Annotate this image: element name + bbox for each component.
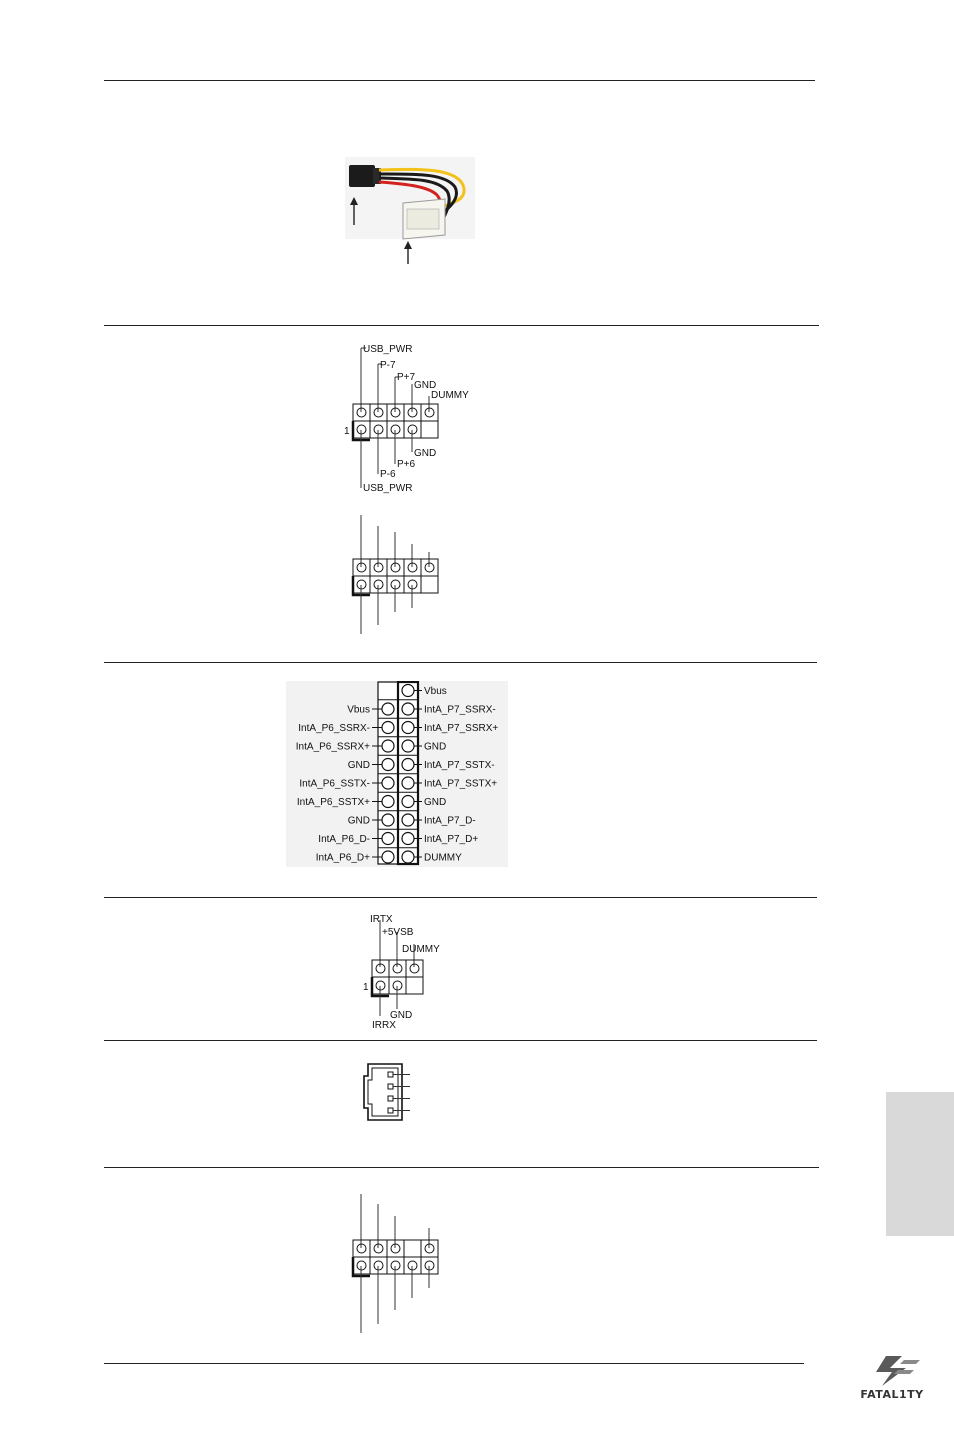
usb3-left-pin [382,833,394,845]
usb3-right-pin [402,777,414,789]
usb3-left-pin [382,796,394,808]
sata-power-cable-photo [345,157,475,265]
usb3-right-pin [402,851,414,863]
ir-bottom-label-0: GND [390,1010,413,1021]
usb3-left-pin [382,740,394,752]
ir-top-label-1: +5VSB [382,927,414,938]
section-divider-5 [104,1167,819,1168]
usb3-left-label-5: IntA_P6_SSTX+ [296,797,370,808]
usb3-right-pin [402,685,414,697]
fatal1ty-logo [852,1354,932,1412]
usb3-right-label-4: IntA_P7_SSTX- [424,760,495,771]
usb2-top-label-2: P+7 [397,372,416,383]
usb3-left-label-4: IntA_P6_SSTX- [299,778,370,790]
usb2-top-label-0: USB_PWR [363,344,413,355]
usb3-right-label-0: Vbus [424,686,447,697]
com-header-diagram [340,1190,450,1335]
side-language-tab [886,1092,954,1236]
usb3-header-diagram [286,681,508,867]
ir-bottom-label-1: IRRX [372,1020,396,1031]
fatal1ty-wordmark: FATAL1TY [860,1388,924,1401]
usb3-left-label-0: Vbus [347,704,370,716]
usb3-left-pin [382,759,394,771]
ir-pin1-label: 1 [363,982,369,993]
section-divider-2 [104,662,817,663]
usb3-right-label-5: IntA_P7_SSTX+ [424,778,498,790]
usb3-left-pin [382,703,394,715]
usb3-right-label-3: GND [424,741,447,753]
usb2-bottom-label-1: P+6 [397,459,416,470]
usb2-top-label-3: GND [414,380,437,391]
usb3-right-pin [402,722,414,734]
usb3-right-label-6: GND [424,797,447,808]
usb3-right-label-1: IntA_P7_SSRX- [424,704,496,716]
usb3-right-pin [402,759,414,771]
usb3-left-pin [382,777,394,789]
fan-connector-diagram [362,1062,412,1124]
top-rule [104,80,815,81]
usb2-header-diagram [340,340,490,495]
usb2-bottom-label-2: P-6 [380,469,396,480]
usb3-left-label-3: GND [347,760,370,771]
usb3-left-label-1: IntA_P6_SSRX- [298,723,370,734]
fatal1ty-emblem-icon [852,1354,932,1388]
usb2-pin1-label: 1 [344,426,350,437]
usb3-right-pin [402,740,414,752]
ir-top-label-0: IRTX [370,914,393,925]
usb3-right-pin [402,833,414,845]
usb3-left-label-7: IntA_P6_D- [318,834,370,845]
ir-top-label-2: DUMMY [402,944,440,955]
usb3-right-pin [402,814,414,826]
usb3-left-label-2: IntA_P6_SSRX+ [295,741,370,753]
usb3-left-pin [382,851,394,863]
usb3-left-label-6: GND [347,815,370,827]
usb3-right-label-8: IntA_P7_D+ [424,834,479,845]
section-divider-4 [104,1040,817,1041]
section-divider-3 [104,897,817,898]
usb3-right-pin [402,796,414,808]
usb3-left-label-8: IntA_P6_D+ [315,852,370,864]
usb3-left-pin [382,814,394,826]
section-divider-1 [104,325,819,326]
usb2-bottom-label-3: USB_PWR [363,483,413,494]
usb2-bottom-label-0: GND [414,448,437,459]
usb3-left-pin [382,722,394,734]
ir-header-diagram [360,912,460,1032]
usb2-top-label-1: P-7 [380,360,396,371]
usb2-top-label-4: DUMMY [431,390,469,401]
bottom-rule [104,1363,804,1364]
usb3-right-pin [402,703,414,715]
usb3-right-label-2: IntA_P7_SSRX+ [424,723,499,734]
usb3-right-label-9: DUMMY [424,852,462,864]
usb3-right-label-7: IntA_P7_D- [424,815,476,827]
usb2-header-diagram-2 [340,510,450,635]
